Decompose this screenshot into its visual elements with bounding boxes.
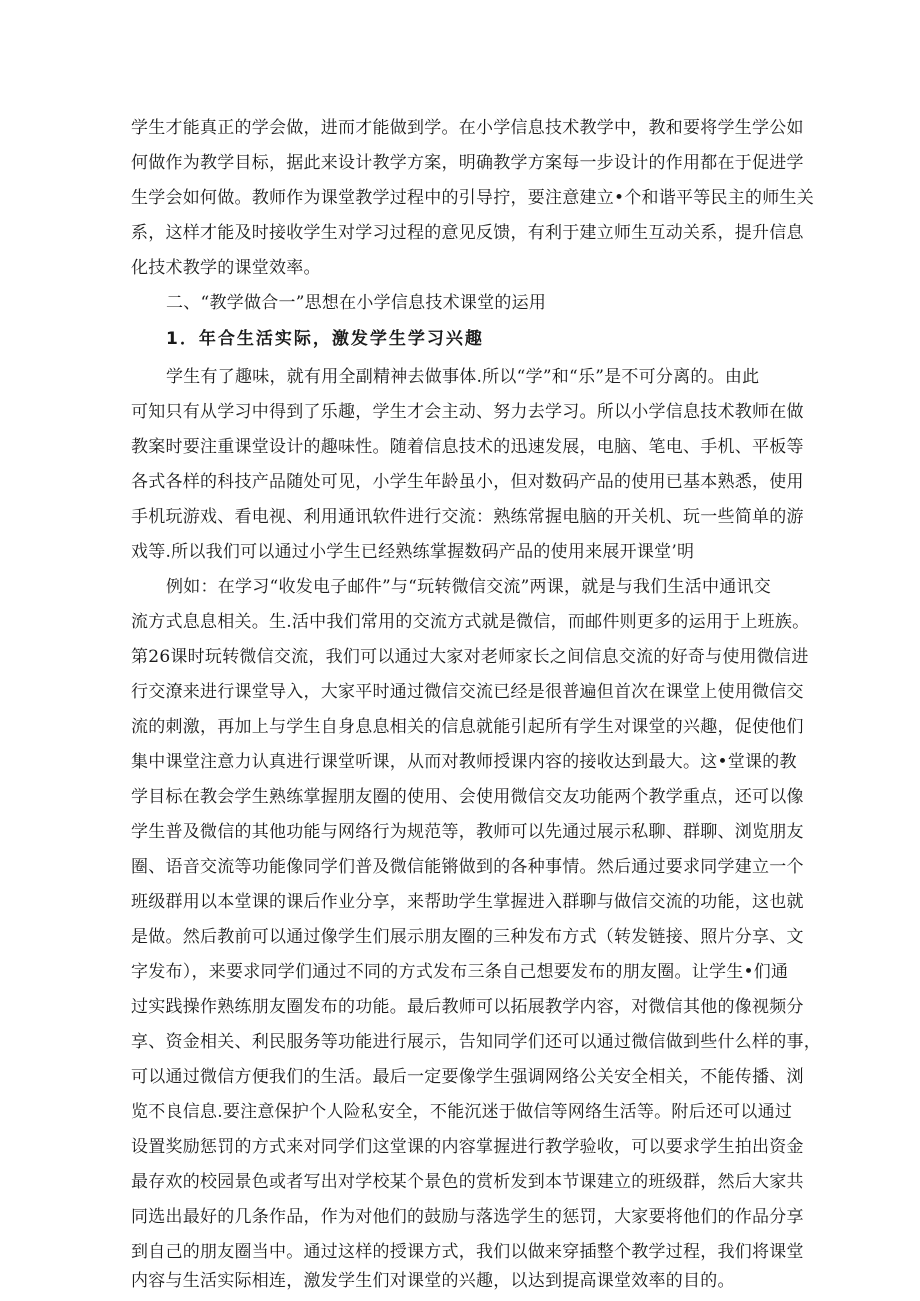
text-line: 班级群用以本堂课的课后作业分享，来帮助学生掌握进入群聊与做信交流的功能，这也就 — [131, 892, 804, 912]
text-line: 例如：在学习“收发电子邮件”与“玩转微信交流”两课，就是与我们生活中通讯交 — [166, 577, 772, 597]
text-line: 行交潦来进行课堂导入，大家平时通过微信交流已经是很普遍但首次在课堂上使用微信交 — [131, 682, 804, 702]
text-line: 学目标在教会学生熟练掌握朋友圈的使用、会使用微信交友功能两个教学重点，还可以像 — [131, 787, 804, 807]
text-line: 系，这样才能及时接收学生对学习过程的意见反馈，有利于建立师生互动关系，提升信息 — [131, 223, 804, 243]
text-line: 生学会如何做。教师作为课堂教学过程中的引导拧，要注意建立•个和谐平等民主的师生关 — [131, 188, 815, 208]
text-line: 可知只有从学习中得到了乐趣，学生才会主动、努力去学习。所以小学信息技术教师在做 — [131, 402, 804, 422]
text-line: 化技术教学的课堂效率。 — [131, 258, 321, 278]
text-line: 学生普及微信的其他功能与网络行为规范等，教师可以先通过展示私聊、群聊、浏览朋友 — [131, 822, 804, 842]
text-line: 内容与生活实际相连，激发学生们对课堂的兴趣，以达到提高课堂效率的目的。 — [131, 1271, 735, 1291]
text-line: 教案时要注重课堂设计的趣味性。随着信息技术的迅速发展，电脑、笔电、手机、平板等 — [131, 437, 804, 457]
text-line: 同选出最好的几条作品，作为对他们的鼓励与落选学生的惩罚，大家要将他们的作品分享 — [131, 1207, 804, 1227]
text-line: 到自己的朋友圈当中。通过这样的授课方式，我们以做来穿插整个教学过程，我们将课堂 — [131, 1242, 804, 1262]
text-line: 览不良信息.要注意保护个人险私安全，不能沉迷于做信等网络生活等。附后还可以通过 — [131, 1102, 793, 1122]
text-line: 何做作为教学目标，据此来设计教学方案，明确教学方案每一步设计的作用都在于促进学 — [131, 153, 804, 173]
text-line: 字发布），来要求同学们通过不同的方式发布三条自己想要发布的朋友圈。让学生•们通 — [131, 962, 789, 982]
text-line: 学生有了趣味，就有用全副精神去做事体.所以“学”和“乐”是不可分离的。由此 — [166, 367, 760, 387]
text-line: 可以通过微信方便我们的生活。最后一定要像学生强调网络公关安全相关，不能传播、浏 — [131, 1067, 804, 1087]
text-line: 流的刺激，再加上与学生自身息息相关的信息就能引起所有学生对课堂的兴趣，促使他们 — [131, 717, 804, 737]
text-line: 最存欢的校园景色或者写出对学校某个景色的赏析发到本节课建立的班级群，然后大家共 — [131, 1172, 804, 1192]
text-line: 享、资金相关、利民服务等功能进行展示，告知同学们还可以通过微信做到些什么样的事， — [131, 1032, 821, 1052]
text-line: 第26课时玩转微信交流，我们可以通过大家对老师家长之间信息交流的好奇与使用微信进 — [131, 647, 809, 667]
text-line: 戏等.所以我们可以通过小学生已经熟练掌握数码产品的使用来展开课堂’明 — [131, 542, 695, 562]
text-line: 集中课堂注意力认真进行课堂听课，从而对教师授课内容的接收达到最大。这•堂课的教 — [131, 752, 797, 772]
section-heading: 二、“教学做合一”思想在小学信息技术课堂的运用 — [166, 293, 547, 313]
text-line: 各式各样的科技产品随处可见，小学生年龄虽小，但对数码产品的使用已基本熟悉，使用 — [131, 472, 804, 492]
text-line: 设置奖励惩罚的方式来对同学们这堂课的内容掌握进行教学验收，可以要求学生拍出资金 — [131, 1137, 804, 1157]
text-line: 是做。然后教前可以通过像学生们展示朋友圈的三种发布方式（转发链接、照片分享、文 — [131, 927, 804, 947]
text-line: 学生才能真正的学会做，进而才能做到学。在小学信息技术教学中，教和要将学生学公如 — [131, 118, 804, 138]
text-line: 圈、语音交流等功能像同学们普及微信能锵做到的各种事情。然后通过要求同学建立一个 — [131, 857, 804, 877]
text-line: 流方式息息相关。生.活中我们常用的交流方式就是微信，而邮件则更多的运用于上班族。 — [131, 612, 810, 632]
text-line: 过实践操作熟练朋友圈发布的功能。最后教师可以拓展教学内容，对微信其他的像视频分 — [131, 997, 804, 1017]
text-line: 手机玩游戏、看电视、利用通讯软件进行交流：熟练常握电脑的开关机、玩一些简单的游 — [131, 507, 804, 527]
subheading: 1．年合生活实际，激发学生学习兴趣 — [166, 329, 484, 349]
